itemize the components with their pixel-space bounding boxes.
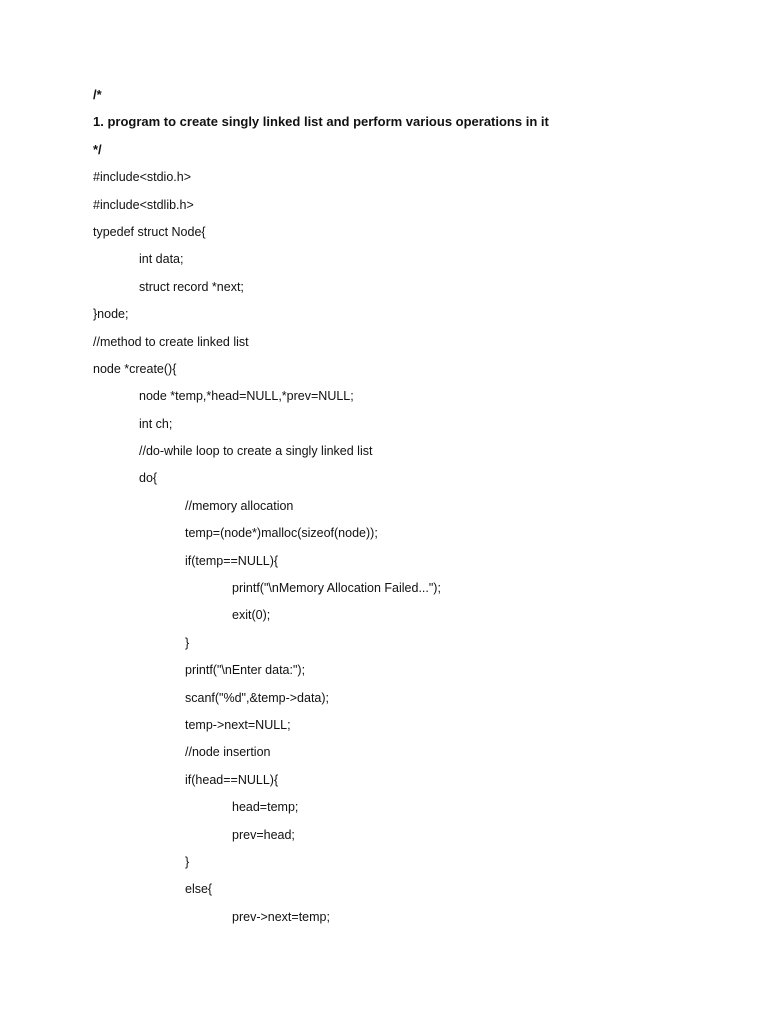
code-line: #include<stdlib.h> <box>93 197 194 212</box>
code-line: node *create(){ <box>93 361 177 376</box>
code-line: do{ <box>139 471 158 486</box>
code-line: if(temp==NULL){ <box>185 553 279 568</box>
code-line: } <box>185 854 190 869</box>
code-line: scanf("%d",&temp->data); <box>185 690 330 705</box>
comment-header-line: /* <box>93 87 102 102</box>
code-line: }node; <box>93 307 129 322</box>
comment-header-line: */ <box>93 141 102 157</box>
code-line: #include<stdio.h> <box>93 170 191 185</box>
code-listing <box>0 85 768 934</box>
code-line: temp->next=NULL; <box>185 717 291 732</box>
code-line: //do-while loop to create a singly linked list <box>139 444 373 459</box>
code-line: //node insertion <box>185 745 271 760</box>
code-line: int ch; <box>139 416 173 431</box>
code-line: struct record *next; <box>139 279 244 294</box>
code-line: prev=head; <box>232 827 295 842</box>
code-line: node *temp,*head=NULL,*prev=NULL; <box>139 389 354 404</box>
code-line: int data; <box>139 252 184 267</box>
comment-header-line: 1. program to create singly linked list and perform various operations in it <box>93 114 549 130</box>
code-line: exit(0); <box>232 608 271 623</box>
code-line: head=temp; <box>232 800 299 815</box>
code-line: if(head==NULL){ <box>185 772 279 787</box>
code-line: printf("\nEnter data:"); <box>185 663 306 678</box>
code-line: temp=(node*)malloc(sizeof(node)); <box>185 526 378 541</box>
code-line: else{ <box>185 882 213 897</box>
code-line: prev->next=temp; <box>232 909 330 924</box>
code-line: typedef struct Node{ <box>93 224 206 239</box>
code-line: //method to create linked list <box>93 334 249 349</box>
code-line: //memory allocation <box>185 498 294 513</box>
code-line: } <box>185 635 190 650</box>
code-line: printf("\nMemory Allocation Failed..."); <box>232 581 441 596</box>
